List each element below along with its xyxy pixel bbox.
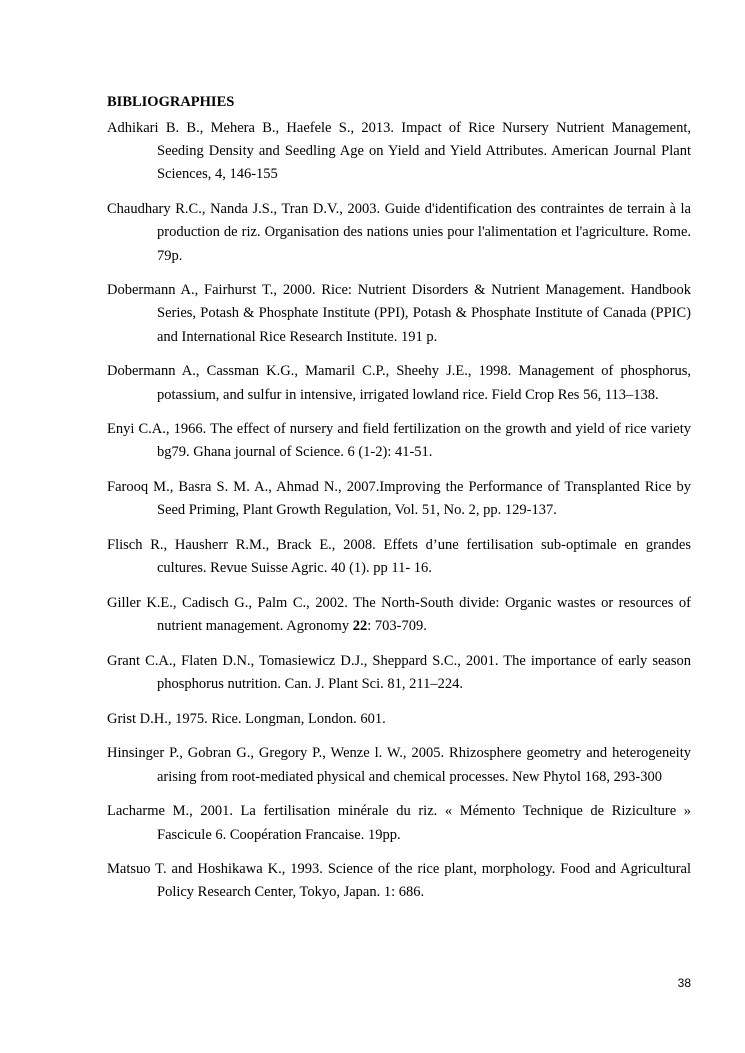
reference-grist: Grist D.H., 1975. Rice. Longman, London. 601. [107,710,386,727]
reference-chaudhary: Chaudhary R.C., Nanda J.S., Tran D.V., 2003. Guide d'identification des contraintes de terrain à la production de riz. Organisation des nations unies pour l'alimentation et l'agriculture. Rome. 79p. [107,201,691,264]
reference-dobermann-fairhurst: Dobermann A., Fairhurst T., 2000. Rice: Nutrient Disorders & Nutrient Management. Handbook Series, Potash & Phosphate Institute (PPI), Potash & Phosphate Institute of Canada (PPIC) and International Rice Research Institute. 191 p. [107,282,691,345]
reference-giller-volume: 22 [352,618,368,635]
reference-hinsinger: Hinsinger P., Gobran G., Gregory P., Wenze l. W., 2005. Rhizosphere geometry and heterogeneity arising from root-mediated physical and chemical processes. New Phytol 168, 293-300 [107,745,691,785]
section-title: BIBLIOGRAPHIES [107,94,235,110]
reference-giller [107,592,691,638]
reference-grant: Grant C.A., Flaten D.N., Tomasiewicz D.J., Sheppard S.C., 2001. The importance of early season phosphorus nutrition. Can. J. Plant Sci. 81, 211–224. [107,652,691,693]
reference-flisch: Flisch R., Hausherr R.M., Brack E., 2008. Effets d’une fertilisation sub-optimale en grandes cultures. Revue Suisse Agric. 40 (1). pp 11- 16. [107,537,691,577]
reference-farooq: Farooq M., Basra S. M. A., Ahmad N., 2007.Improving the Performance of Transplanted Rice by Seed Priming, Plant Growth Regulation, Vol. 51, No. 2, pp. 129-137. [107,479,691,519]
page-number: 38 [677,976,691,990]
reference-dobermann-cassman: Dobermann A., Cassman K.G., Mamaril C.P., Sheehy J.E., 1998. Management of phosphorus, potassium, and sulfur in intensive, irrigated lowland rice. Field Crop Res 56, 113–138. [107,363,691,403]
reference-enyi: Enyi C.A., 1966. The effect of nursery and field fertilization on the growth and yield of rice variety bg79. Ghana journal of Science. 6 (1-2): 41-51. [107,421,691,461]
reference-adhikari: Adhikari B. B., Mehera B., Haefele S., 2013. Impact of Rice Nursery Nutrient Management, Seeding Density and Seedling Age on Yield and Yield Attributes. American Journal Plant Sciences, 4, 146-155 [107,120,691,183]
reference-giller-pages: : 703-709. [367,618,427,635]
bibliography-section [107,92,691,916]
reference-giller-text: Giller K.E., Cadisch G., Palm C., 2002. The North-South divide: Organic wastes or resources of nutrient management. Agronomy [107,594,691,635]
reference-lacharme: Lacharme M., 2001. La fertilisation minérale du riz. « Mémento Technique de Riziculture » Fascicule 6. Coopération Francaise. 19pp. [107,803,691,843]
reference-matsuo: Matsuo T. and Hoshikawa K., 1993. Science of the rice plant, morphology. Food and Agricultural Policy Research Center, Tokyo, Japan. 1: 686. [107,861,691,901]
